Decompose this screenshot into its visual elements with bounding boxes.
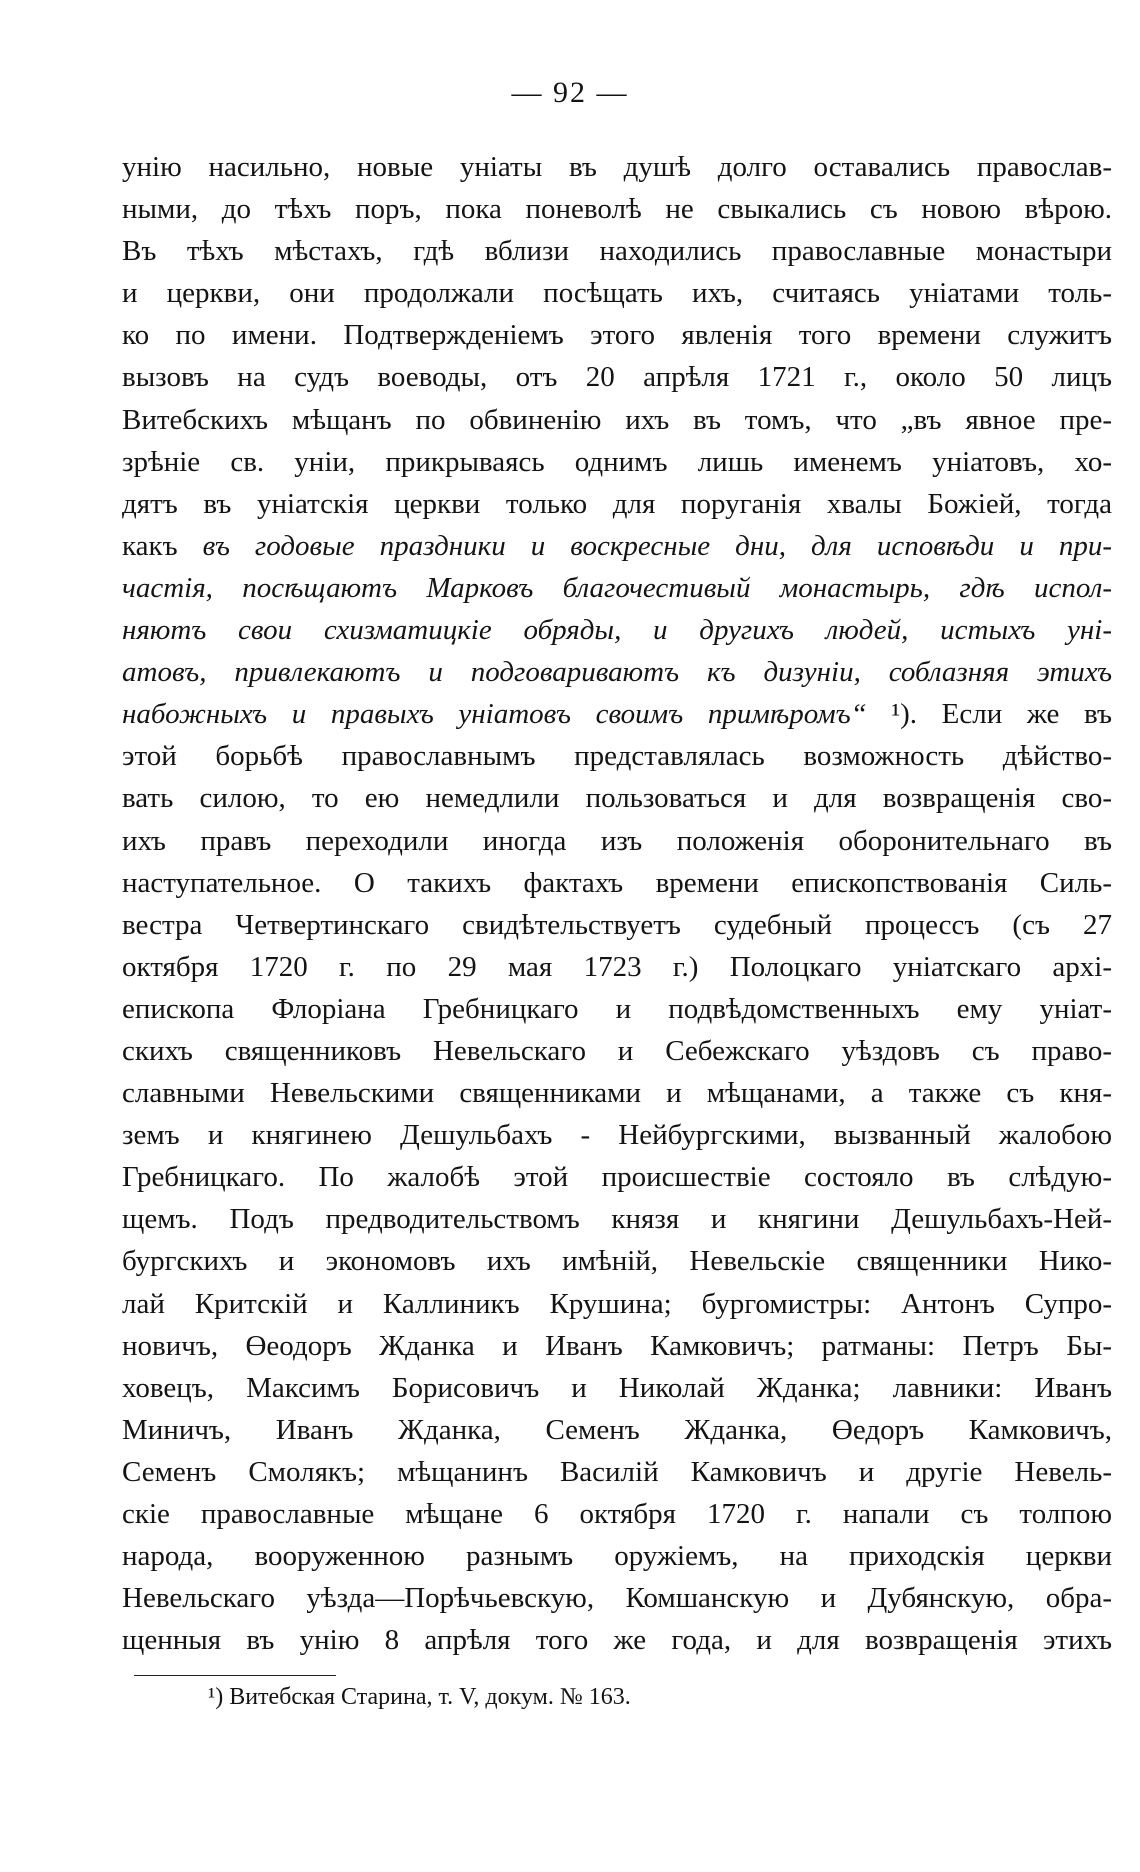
text-line: дятъ въ уніатскія церкви только для поруганія хвалы Божіей, тогда [122,487,1112,520]
page-number: — 92 — [511,76,629,109]
text-line: этой борьбѣ православнымъ представлялась возможность дѣйство- [122,740,1112,773]
footnote-divider [134,1675,336,1676]
text-line: скихъ священниковъ Невельскаго и Себежскаго уѣздовъ съ право- [122,1034,1112,1067]
text-line: лай Критскій и Каллиникъ Крушина; бургомистры: Антонъ Супро- [122,1287,1112,1320]
footnote: ¹) Витебская Старина, т. V, докум. № 163. [208,1684,631,1710]
text-line: вать силою, то ею немедлили пользоваться и для возвращенія сво- [122,782,1112,815]
text-roman: какъ [122,529,178,562]
text-line: Витебскихъ мѣщанъ по обвиненію ихъ въ томъ, что „въ явное пре- [122,403,1112,436]
body-text [122,146,1112,1661]
text-roman: ¹). Если же въ [866,698,1112,731]
text-line: ихъ правъ переходили иногда изъ положенія оборонительнаго въ [122,824,1112,857]
text-line: ко по имени. Подтвержденіемъ этого явленія того времени служитъ [122,319,1112,352]
text-line: ховецъ, Максимъ Борисовичъ и Николай Жданка; лавники: Иванъ [122,1371,1112,1404]
text-line: славными Невельскими священниками и мѣщанами, а также съ кня- [122,1077,1112,1110]
text-line: Въ тѣхъ мѣстахъ, гдѣ вблизи находились православные монастыри [122,235,1112,268]
text-line-mixed [122,693,1112,735]
text-line-italic: частія, посѣщаютъ Марковъ благочестивый монастырь, гдѣ испол- [122,571,1112,604]
text-line: унію насильно, новые уніаты въ душѣ долго оставались православ- [122,151,1112,183]
text-line: щемъ. Подъ предводительствомъ князя и княгини Дешульбахъ-Ней- [122,1203,1112,1236]
text-line: октября 1720 г. по 29 мая 1723 г.) Полоцкаго уніатскаго архі- [122,950,1112,983]
text-line: Миничъ, Иванъ Жданка, Семенъ Жданка, Өедоръ Камковичъ, [122,1413,1112,1446]
text-line: Семенъ Смолякъ; мѣщанинъ Василій Камковичъ и другіе Невель- [122,1455,1112,1488]
text-line-italic: няютъ свои схизматицкіе обряды, и другихъ людей, истыхъ уні- [122,614,1112,647]
text-line: щенныя въ унію 8 апрѣля того же года, и для возвращенія этихъ [122,1624,1112,1657]
text-line: вестра Четвертинскаго свидѣтельствуетъ судебный процессъ (съ 27 [122,908,1112,941]
text-line: скіе православные мѣщане 6 октября 1720 г. напали съ толпою [122,1498,1112,1530]
text-line: Гребницкаго. По жалобѣ этой происшествіе состояло въ слѣдую- [122,1161,1112,1194]
text-line: и церкви, они продолжали посѣщать ихъ, считаясь уніатами толь- [122,277,1112,310]
text-line: Невельскаго уѣзда—Порѣчьевскую, Комшанскую и Дубянскую, обра- [122,1582,1112,1615]
text-line: вызовъ на судъ воеводы, отъ 20 апрѣля 1721 г., около 50 лицъ [122,361,1112,394]
text-line: новичъ, Өеодоръ Жданка и Иванъ Камковичъ; ратманы: Петръ Бы- [122,1329,1112,1362]
text-line: бургскихъ и экономовъ ихъ имѣній, Невельскіе священники Нико- [122,1245,1112,1278]
text-line-mixed [122,525,1112,567]
text-line: зрѣніе св. уніи, прикрываясь однимъ лишь именемъ уніатовъ, хо- [122,445,1112,478]
text-line: ными, до тѣхъ поръ, пока поневолѣ не свыкались съ новою вѣрою. [122,193,1112,226]
text-line-italic: атовъ, привлекаютъ и подговариваютъ къ дизуніи, соблазняя этихъ [122,656,1112,689]
text-italic: въ годовые праздники и воскресные дни, для исповѣди и при- [202,529,1112,562]
text-line: народа, вооруженною разнымъ оружіемъ, на приходскія церкви [122,1540,1112,1573]
text-italic: набожныхъ и правыхъ уніатовъ своимъ примѣромъ“ [122,698,867,731]
text-line: наступательное. О такихъ фактахъ времени епископствованія Силь- [122,866,1112,899]
text-line: епископа Флоріана Гребницкаго и подвѣдомственныхъ ему уніат- [122,992,1112,1025]
text-line: земъ и княгинею Дешульбахъ - Нейбургскими, вызванный жалобою [122,1119,1112,1152]
